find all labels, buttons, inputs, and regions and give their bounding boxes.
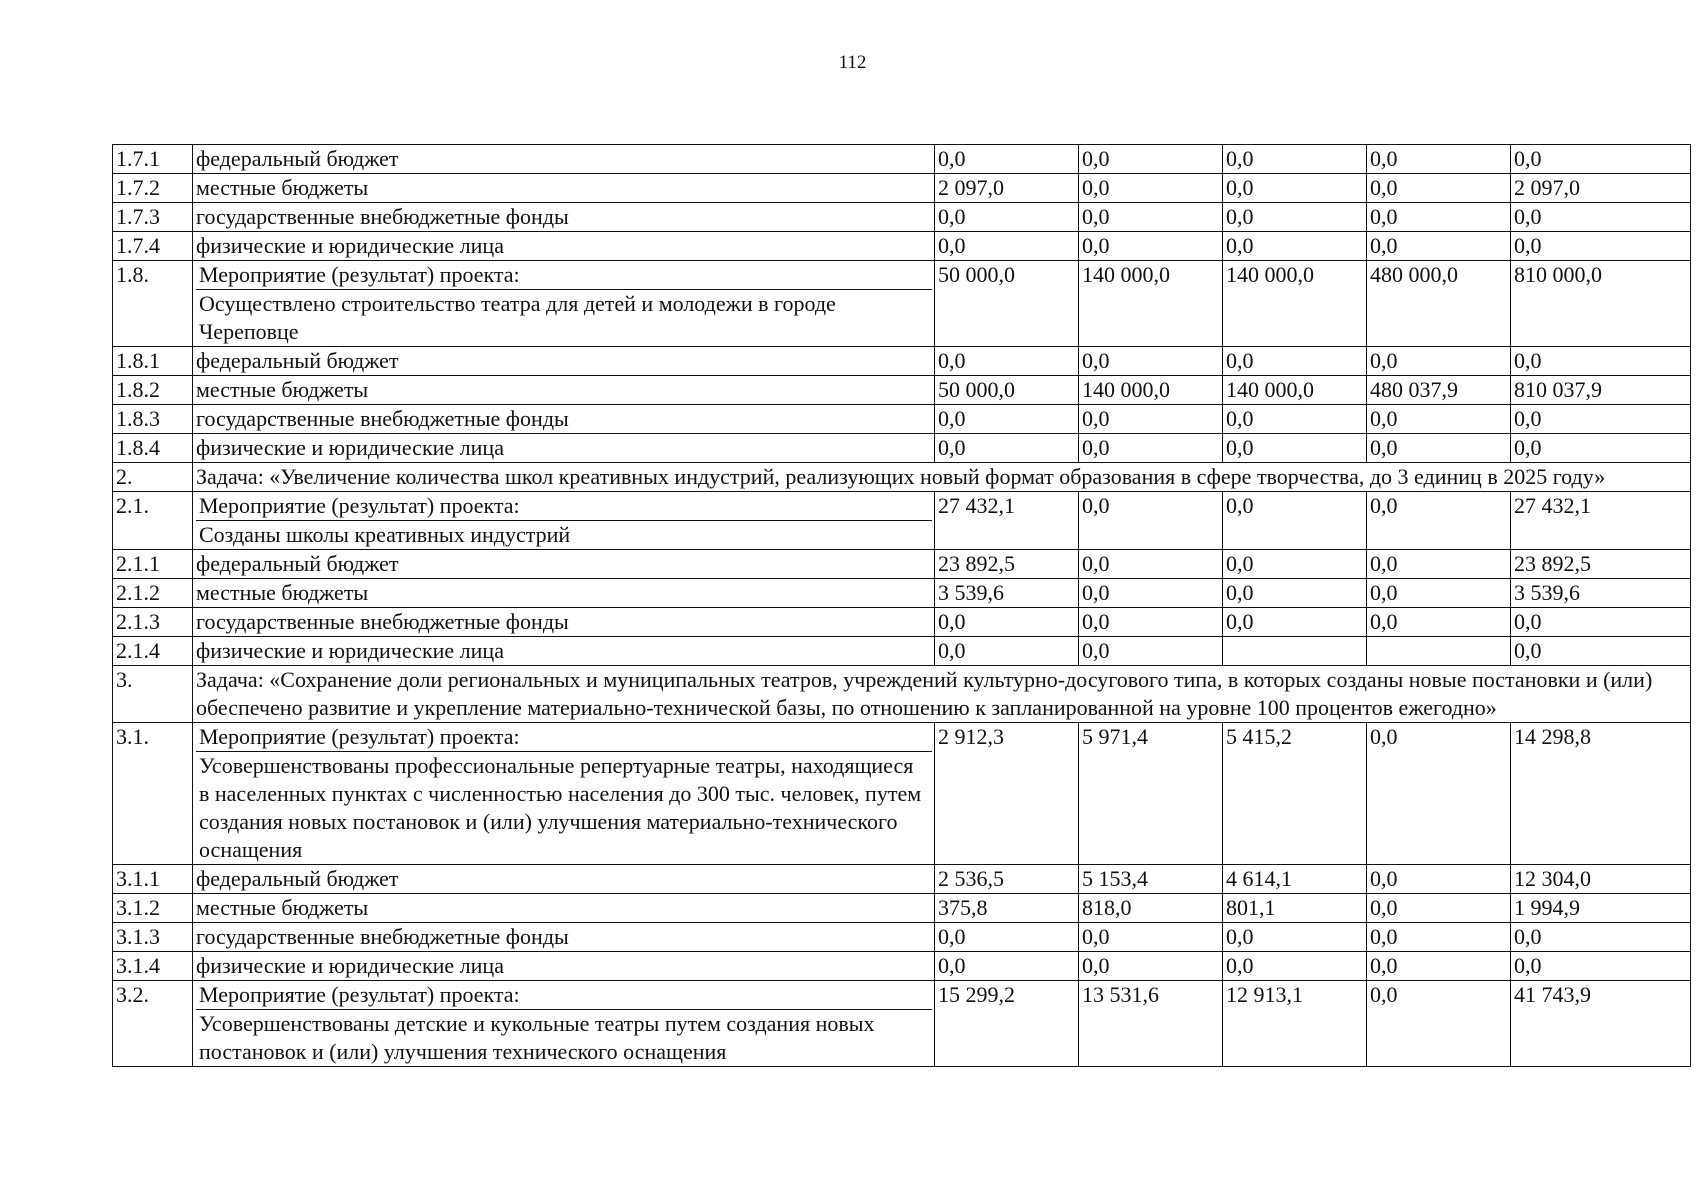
value-cell: 375,8: [935, 894, 1079, 923]
row-code: 1.7.2: [113, 174, 193, 203]
value-cell: 0,0: [1079, 492, 1223, 550]
row-code: 3.1.2: [113, 894, 193, 923]
page-number: 112: [838, 52, 867, 73]
row-code: 1.7.4: [113, 232, 193, 261]
row-code: 1.8.: [113, 261, 193, 347]
row-code: 1.8.1: [113, 347, 193, 376]
value-cell: 27 432,1: [935, 492, 1079, 550]
row-code: 2.1.: [113, 492, 193, 550]
value-cell-total: 0,0: [1511, 232, 1691, 261]
activity-cell: [193, 261, 935, 347]
row-code: 2.1.2: [113, 579, 193, 608]
value-cell: 0,0: [1367, 550, 1511, 579]
value-cell-total: 27 432,1: [1511, 492, 1691, 550]
value-cell: 0,0: [1223, 174, 1367, 203]
table-body: [113, 145, 1691, 1067]
row-label: местные бюджеты: [193, 894, 935, 923]
table-row: [113, 608, 1691, 637]
value-cell: 0,0: [935, 347, 1079, 376]
value-cell: 0,0: [1367, 608, 1511, 637]
task-cell: [193, 463, 1691, 492]
value-cell: 0,0: [935, 232, 1079, 261]
value-cell: 0,0: [935, 952, 1079, 981]
row-code: 2.: [113, 463, 193, 492]
value-cell: 0,0: [1079, 637, 1223, 666]
value-cell: 0,0: [935, 608, 1079, 637]
table-row: [113, 492, 1691, 550]
value-cell: 4 614,1: [1223, 865, 1367, 894]
value-cell: 0,0: [1223, 550, 1367, 579]
value-cell: 818,0: [1079, 894, 1223, 923]
value-cell: 0,0: [1079, 579, 1223, 608]
value-cell: 0,0: [1223, 608, 1367, 637]
value-cell-total: 0,0: [1511, 145, 1691, 174]
table-row: [113, 145, 1691, 174]
value-cell: 0,0: [1223, 434, 1367, 463]
value-cell: 13 531,6: [1079, 981, 1223, 1067]
value-cell: [1223, 637, 1367, 666]
value-cell-total: 41 743,9: [1511, 981, 1691, 1067]
value-cell: 0,0: [1367, 492, 1511, 550]
row-code: 2.1.3: [113, 608, 193, 637]
activity-description: Созданы школы креативных индустрий: [199, 522, 571, 547]
value-cell: 0,0: [1367, 174, 1511, 203]
value-cell: 0,0: [935, 145, 1079, 174]
value-cell-total: 0,0: [1511, 637, 1691, 666]
value-cell: 5 153,4: [1079, 865, 1223, 894]
row-label: федеральный бюджет: [193, 347, 935, 376]
value-cell: 0,0: [935, 434, 1079, 463]
value-cell: 140 000,0: [1079, 376, 1223, 405]
value-cell: 0,0: [935, 923, 1079, 952]
value-cell: 0,0: [1367, 347, 1511, 376]
value-cell: 0,0: [1367, 952, 1511, 981]
value-cell: 0,0: [1223, 232, 1367, 261]
row-code: 3.1.1: [113, 865, 193, 894]
value-cell: 12 913,1: [1223, 981, 1367, 1067]
value-cell-total: 0,0: [1511, 923, 1691, 952]
row-label: государственные внебюджетные фонды: [193, 923, 935, 952]
value-cell: 0,0: [935, 203, 1079, 232]
value-cell: 0,0: [1079, 952, 1223, 981]
value-cell-total: 3 539,6: [1511, 579, 1691, 608]
value-cell: 480 000,0: [1367, 261, 1511, 347]
value-cell: 801,1: [1223, 894, 1367, 923]
row-code: 3.2.: [113, 981, 193, 1067]
value-cell-total: 2 097,0: [1511, 174, 1691, 203]
value-cell: 0,0: [1223, 145, 1367, 174]
value-cell: 0,0: [1079, 923, 1223, 952]
value-cell: 480 037,9: [1367, 376, 1511, 405]
value-cell-total: 14 298,8: [1511, 723, 1691, 865]
value-cell: 0,0: [1367, 434, 1511, 463]
value-cell: 0,0: [1367, 579, 1511, 608]
row-label: физические и юридические лица: [193, 637, 935, 666]
value-cell: 0,0: [1079, 232, 1223, 261]
value-cell: 0,0: [1223, 492, 1367, 550]
value-cell-total: 23 892,5: [1511, 550, 1691, 579]
value-cell: 0,0: [935, 637, 1079, 666]
table-row: [113, 981, 1691, 1067]
budget-table: [112, 144, 1691, 1067]
activity-description: Усовершенствованы детские и кукольные театры путем создания новых постановок и (или) улучшения технического оснащения: [199, 1011, 875, 1064]
row-label: местные бюджеты: [193, 579, 935, 608]
value-cell: 0,0: [1223, 203, 1367, 232]
value-cell: 0,0: [1079, 434, 1223, 463]
row-label: физические и юридические лица: [193, 232, 935, 261]
value-cell: 5 415,2: [1223, 723, 1367, 865]
value-cell: 0,0: [935, 405, 1079, 434]
table-row: [113, 261, 1691, 347]
table-row: [113, 952, 1691, 981]
row-label: местные бюджеты: [193, 376, 935, 405]
table-row: [113, 637, 1691, 666]
table-row: [113, 347, 1691, 376]
row-code: 3.1.4: [113, 952, 193, 981]
activity-cell: [193, 981, 935, 1067]
task-text: Задача: «Сохранение доли региональных и муниципальных театров, учреждений культурно-досугового типа, в которых созданы новые постановки и (или) обеспечено развитие и укрепление материально-технической базы, по отношению к запланированной на уровне 100 процентов ежегодно»: [196, 667, 1653, 720]
table-row: [113, 203, 1691, 232]
table-row: [113, 579, 1691, 608]
value-cell: 0,0: [1223, 952, 1367, 981]
value-cell: 140 000,0: [1223, 376, 1367, 405]
value-cell: 23 892,5: [935, 550, 1079, 579]
activity-cell: [193, 492, 935, 550]
value-cell: 15 299,2: [935, 981, 1079, 1067]
table-row: [113, 405, 1691, 434]
value-cell: 140 000,0: [1223, 261, 1367, 347]
table-row: [113, 723, 1691, 865]
row-label: федеральный бюджет: [193, 550, 935, 579]
task-text: Задача: «Увеличение количества школ креативных индустрий, реализующих новый формат образования в сфере творчества, до 3 единиц в 2025 году»: [196, 464, 1606, 489]
value-cell: 0,0: [1367, 405, 1511, 434]
table-row: [113, 174, 1691, 203]
value-cell: 2 912,3: [935, 723, 1079, 865]
activity-label: Мероприятие (результат) проекта:: [196, 723, 932, 752]
activity-label: Мероприятие (результат) проекта:: [196, 981, 932, 1010]
value-cell-total: 1 994,9: [1511, 894, 1691, 923]
row-label: федеральный бюджет: [193, 145, 935, 174]
value-cell-total: 0,0: [1511, 405, 1691, 434]
value-cell: 0,0: [1079, 174, 1223, 203]
row-code: 3.1.: [113, 723, 193, 865]
value-cell: 0,0: [1223, 347, 1367, 376]
table-row: [113, 923, 1691, 952]
task-row: [113, 666, 1691, 723]
value-cell: 2 536,5: [935, 865, 1079, 894]
table-row: [113, 232, 1691, 261]
table-row: [113, 550, 1691, 579]
row-code: 2.1.4: [113, 637, 193, 666]
table-row: [113, 376, 1691, 405]
value-cell: 0,0: [1223, 579, 1367, 608]
value-cell: 0,0: [1079, 550, 1223, 579]
value-cell-total: 810 000,0: [1511, 261, 1691, 347]
value-cell: 0,0: [1367, 723, 1511, 865]
activity-description: Осуществлено строительство театра для детей и молодежи в городе Череповце: [199, 291, 836, 344]
value-cell: 0,0: [1079, 145, 1223, 174]
value-cell: 0,0: [1079, 608, 1223, 637]
value-cell: 0,0: [1223, 405, 1367, 434]
value-cell: 0,0: [1367, 232, 1511, 261]
value-cell-total: 0,0: [1511, 952, 1691, 981]
activity-label: Мероприятие (результат) проекта:: [196, 492, 932, 521]
row-code: 1.8.2: [113, 376, 193, 405]
value-cell: 5 971,4: [1079, 723, 1223, 865]
value-cell: 50 000,0: [935, 376, 1079, 405]
row-code: 1.8.4: [113, 434, 193, 463]
row-code: 3.: [113, 666, 193, 723]
row-label: федеральный бюджет: [193, 865, 935, 894]
value-cell: 0,0: [1079, 347, 1223, 376]
table-row: [113, 865, 1691, 894]
task-cell: [193, 666, 1691, 723]
value-cell: 0,0: [1367, 981, 1511, 1067]
row-label: государственные внебюджетные фонды: [193, 608, 935, 637]
value-cell-total: 0,0: [1511, 347, 1691, 376]
value-cell: 0,0: [1367, 145, 1511, 174]
value-cell: 0,0: [1367, 203, 1511, 232]
table-row: [113, 434, 1691, 463]
row-label: физические и юридические лица: [193, 952, 935, 981]
value-cell: 50 000,0: [935, 261, 1079, 347]
activity-description: Усовершенствованы профессиональные репертуарные театры, находящиеся в населенных пунктах с численностью населения до 300 тыс. человек, путем создания новых постановок и (или) улучшения материально-технического оснащения: [199, 753, 922, 862]
value-cell-total: 0,0: [1511, 608, 1691, 637]
activity-cell: [193, 723, 935, 865]
row-code: 3.1.3: [113, 923, 193, 952]
value-cell-total: 0,0: [1511, 434, 1691, 463]
row-label: государственные внебюджетные фонды: [193, 203, 935, 232]
value-cell: 2 097,0: [935, 174, 1079, 203]
value-cell-total: 12 304,0: [1511, 865, 1691, 894]
value-cell: 3 539,6: [935, 579, 1079, 608]
row-label: физические и юридические лица: [193, 434, 935, 463]
value-cell: 0,0: [1079, 405, 1223, 434]
value-cell: [1367, 637, 1511, 666]
value-cell: 140 000,0: [1079, 261, 1223, 347]
value-cell-total: 0,0: [1511, 203, 1691, 232]
row-code: 1.7.3: [113, 203, 193, 232]
value-cell: 0,0: [1367, 923, 1511, 952]
row-label: местные бюджеты: [193, 174, 935, 203]
row-label: государственные внебюджетные фонды: [193, 405, 935, 434]
value-cell: 0,0: [1367, 894, 1511, 923]
activity-label: Мероприятие (результат) проекта:: [196, 261, 932, 290]
value-cell: 0,0: [1079, 203, 1223, 232]
value-cell-total: 810 037,9: [1511, 376, 1691, 405]
table-row: [113, 894, 1691, 923]
value-cell: 0,0: [1223, 923, 1367, 952]
row-code: 1.8.3: [113, 405, 193, 434]
task-row: [113, 463, 1691, 492]
value-cell: 0,0: [1367, 865, 1511, 894]
row-code: 2.1.1: [113, 550, 193, 579]
row-code: 1.7.1: [113, 145, 193, 174]
